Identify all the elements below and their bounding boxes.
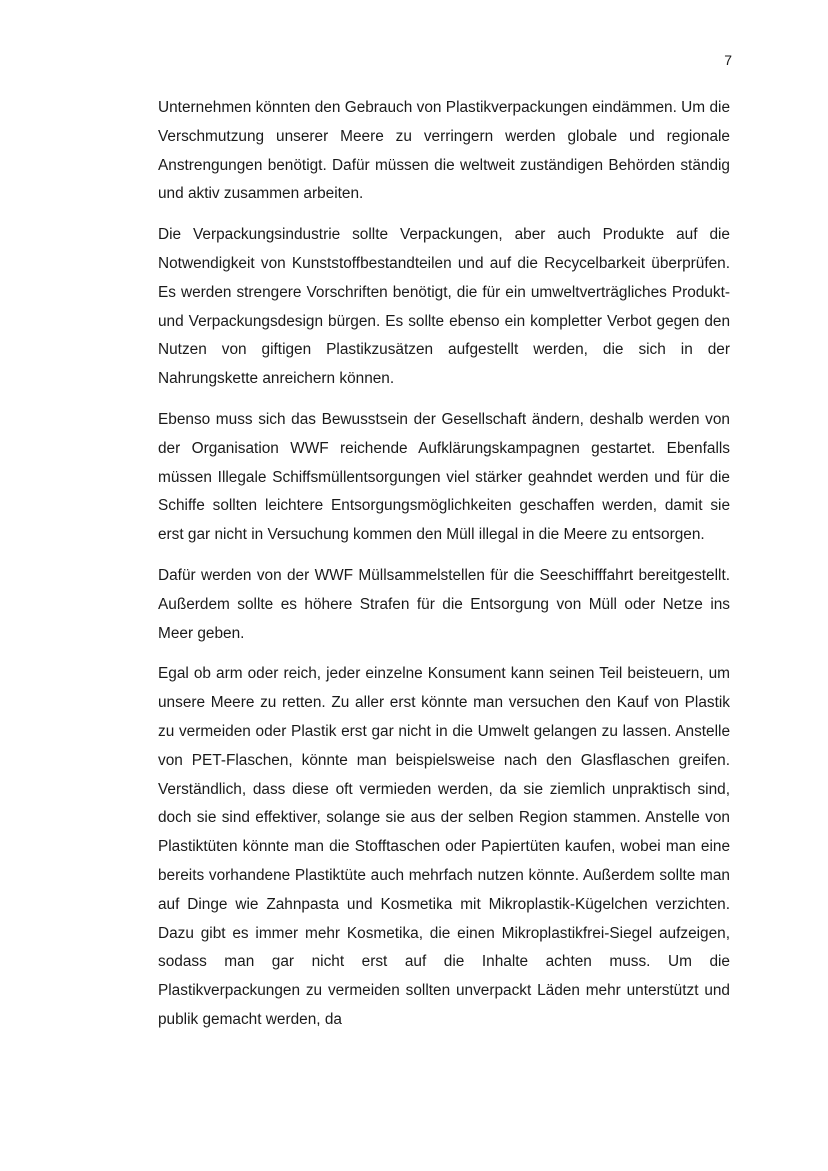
paragraph-4: Dafür werden von der WWF Müllsammelstellen für die Seeschifffahrt bereitgestellt. Außerdem sollte es höhere Strafen für die Entsorgung von Müll oder Netze ins Meer geben. (158, 566, 730, 642)
body-text (158, 94, 730, 1047)
paragraph-3: Ebenso muss sich das Bewusstsein der Gesellschaft ändern, deshalb werden von der Organisation WWF reichende Aufklärungskampagnen gestartet. Ebenfalls müssen Illegale Schiffsmüllentsorgungen viel stärker geahndet werden und für die Schiffe sollten leichtere Entsorgungsmöglichkeiten geschaffen werden, damit sie erst gar nicht in Versuchung kommen den Müll illegal in die Meere zu entsorgen. (158, 410, 730, 544)
page-number: 7 (724, 52, 732, 68)
paragraph-2: Die Verpackungsindustrie sollte Verpackungen, aber auch Produkte auf die Notwendigkeit von Kunststoffbestandteilen und auf die Recycelbarkeit überprüfen. Es werden strengere Vorschriften benötigt, die für ein umweltverträgliches Produkt- und Verpackungsdesign bürgen. Es sollte ebenso ein kompletter Verbot gegen den Nutzen von giftigen Plastikzusätzen aufgestellt werden, die sich in der Nahrungskette anreichern können. (158, 226, 730, 388)
paragraph-1: Unternehmen könnten den Gebrauch von Plastikverpackungen eindämmen. Um die Verschmutzung unserer Meere zu verringern werden globale und regionale Anstrengungen benötigt. Dafür müssen die weltweit zuständigen Behörden ständig und aktiv zusammen arbeiten. (158, 99, 730, 203)
paragraph-5: Egal ob arm oder reich, jeder einzelne Konsument kann seinen Teil beisteuern, um unsere Meere zu retten. Zu aller erst könnte man versuchen den Kauf von Plastik zu vermeiden oder Plastik erst gar nicht in die Umwelt gelangen zu lassen. Anstelle von PET-Flaschen, könnte man beispielsweise nach den Glasflaschen greifen. Verständlich, dass diese oft vermieden werden, da sie ziemlich unpraktisch sind, doch sie sind effektiver, solange sie aus der selben Region stammen. Anstelle von Plastiktüten könnte man die Stofftaschen oder Papiertüten kaufen, wobei man eine bereits vorhandene Plastiktüte auch mehrfach nutzen könnte. Außerdem sollte man auf Dinge wie Zahnpasta und Kosmetika mit Mikroplastik-Kügelchen verzichten. Dazu gibt es immer mehr Kosmetika, die einen Mikroplastikfrei-Siegel aufzeigen, sodass man gar nicht erst auf die Inhalte achten muss. Um die Plastikverpackungen zu vermeiden sollten unverpackt Läden mehr unterstützt und publik gemacht werden, da (158, 665, 730, 1028)
